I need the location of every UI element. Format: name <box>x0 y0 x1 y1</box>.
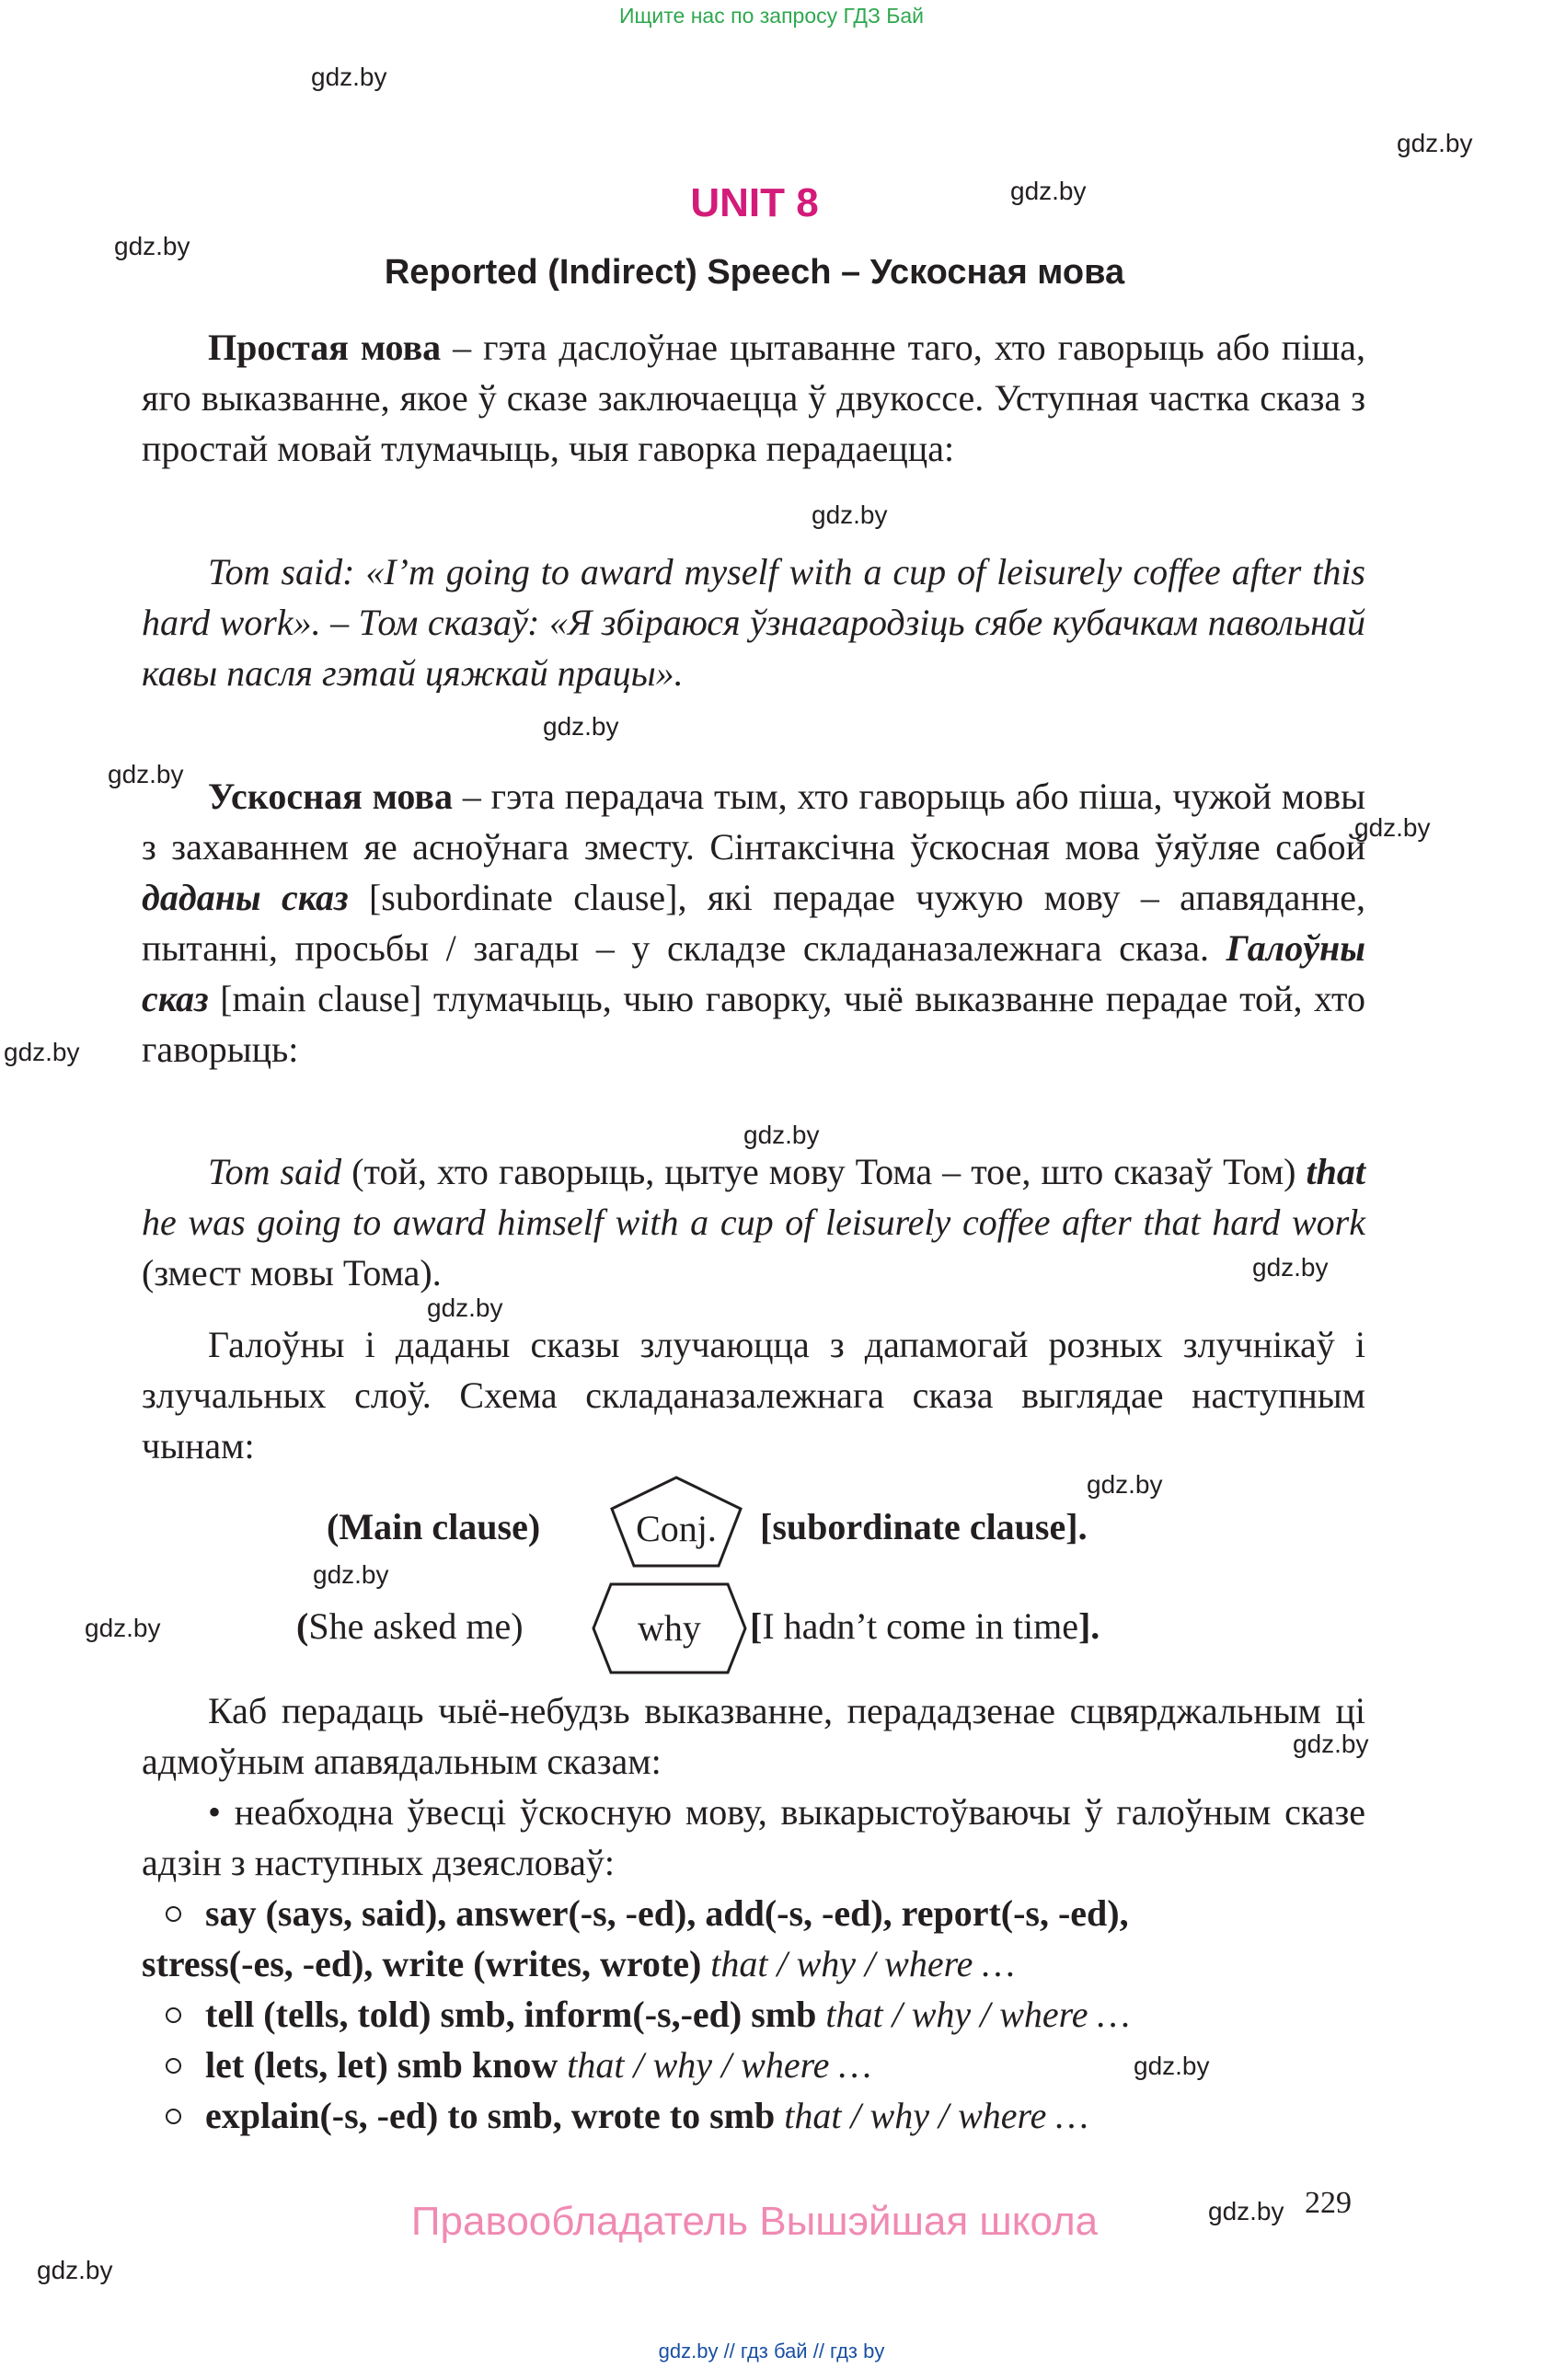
term-main-clause: Галоўны сказ <box>142 927 1365 1019</box>
term-indirect-speech: Ускосная мова <box>208 776 453 817</box>
page-number: 229 <box>1305 2186 1352 2220</box>
example-indirect-speech <box>142 1146 1365 1298</box>
diagram-subordinate-clause: [subordinate clause]. <box>760 1506 1088 1547</box>
watermark: gdz.by <box>1293 1730 1369 1758</box>
paragraph-text: Каб перадаць чыё-небудзь выказванне, перададзенае сцвярджальным ці адмоўным апавядальным сказам: <box>142 1690 1365 1782</box>
example-part: (змест мовы Тома). <box>142 1252 442 1293</box>
watermark: gdz.by <box>37 2256 113 2284</box>
example-direct-speech <box>142 546 1365 698</box>
list-item: explain(-s, -ed) to smb, wrote to smb that / why / where … <box>142 2090 1389 2141</box>
watermark: gdz.by <box>427 1293 503 1322</box>
watermark: gdz.by <box>743 1121 820 1149</box>
example-part: (той, хто гаворыць, цытуе мову Тома – тое, што сказаў Том) <box>341 1151 1307 1192</box>
watermark: gdz.by <box>1208 2197 1284 2225</box>
example-text: Tom said: «I’m going to award myself with a cup of leisurely coffee after this hard work». – Том сказаў: «Я збіраюся ўзнагародзіць сябе кубачкам павольнай кавы пасля гэтай цяжкай працы». <box>142 551 1365 694</box>
unit-title: UNIT 8 <box>690 180 819 225</box>
paragraph-text: [subordinate clause], які перадае чужую мову – апавяданне, пытанні, просьбы / загады – у складзе складаназалежнага сказа. <box>142 877 1365 969</box>
term-direct-speech: Простая мова <box>208 327 442 368</box>
diagram-example-main: (She asked me) <box>296 1605 524 1647</box>
paragraph-scheme-intro <box>142 1319 1365 1471</box>
watermark: gdz.by <box>85 1614 161 1642</box>
example-part: that <box>1306 1151 1365 1192</box>
conjunction-label: Conj. <box>636 1508 717 1549</box>
paragraph-text: – гэта даслоўнае цытаванне таго, хто гаворыць або піша, яго выказванне, якое ў сказе заключаецца ў двукоссе. Уступная частка сказа з простай мовай тлумачыць, чыя гаворка перадаецца: <box>142 327 1366 469</box>
watermark: gdz.by <box>114 232 190 260</box>
diagram-example-subordinate: [I hadn’t come in time]. <box>750 1605 1100 1647</box>
paragraph-text: • неабходна ўвесці ўскосную мову, выкарыстоўваючы ў галоўным сказе адзін з наступных дзеясловаў: <box>142 1791 1365 1883</box>
watermark: gdz.by <box>812 500 888 529</box>
watermark: gdz.by <box>543 712 619 741</box>
copyright-footer: Правообладатель Вышэйшая школа <box>410 2199 1099 2244</box>
watermark: gdz.by <box>1354 813 1431 842</box>
circle-bullet-icon <box>166 2007 181 2023</box>
paragraph-text: [main clause] тлумачыць, чыю гаворку, чыё выказванне перадае той, хто гаворыць: <box>142 978 1365 1070</box>
watermark: gdz.by <box>1397 129 1473 157</box>
watermark: gdz.by <box>1010 177 1087 205</box>
watermark: gdz.by <box>311 63 387 91</box>
paragraph-indirect-speech <box>142 771 1365 1075</box>
list-item: tell (tells, told) smb, inform(-s,-ed) smb that / why / where … <box>142 1989 1389 2040</box>
example-part: he was going to award himself with a cup of leisurely coffee after that hard work <box>142 1201 1365 1243</box>
top-banner: Ищите нас по запросу ГДЗ Бай <box>618 4 925 28</box>
watermark: gdz.by <box>4 1038 80 1066</box>
circle-bullet-icon <box>166 1906 181 1922</box>
watermark: gdz.by <box>108 760 184 788</box>
diagram-main-clause: (Main clause) <box>327 1506 541 1547</box>
watermark: gdz.by <box>1087 1470 1163 1499</box>
example-part: Tom said <box>208 1151 342 1192</box>
conjunction-example-label: why <box>638 1607 701 1649</box>
list-item: let (lets, let) smb know that / why / where … <box>142 2040 1389 2090</box>
list-item: say (says, said), answer(-s, -ed), add(-s, -ed), report(-s, -ed), stress(-es, -ed), write (writes, wrote) that / why / where … <box>142 1892 1129 1984</box>
paragraph-text: Галоўны і даданы сказы злучаюцца з дапамогай розных злучнікаў і злучальных слоў. Схема складаназалежнага сказа выглядае наступным чынам: <box>142 1324 1365 1466</box>
paragraph-text: – гэта перадача тым, хто гаворыць або піша, чужой мовы з захаваннем яе асноўнага зместу. Сінтаксічна ўскосная мова ўяўляе сабой <box>142 776 1366 868</box>
paragraph-reporting-intro <box>142 1685 1365 1787</box>
paragraph-direct-speech <box>142 322 1365 474</box>
circle-bullet-icon <box>166 2058 181 2074</box>
watermark: gdz.by <box>1134 2052 1210 2080</box>
circle-bullet-icon <box>166 2109 181 2124</box>
watermark: gdz.by <box>1252 1253 1329 1282</box>
bottom-links: gdz.by // гдз бай // гдз by <box>658 2340 885 2363</box>
paragraph-bullet <box>142 1787 1365 1888</box>
watermark: gdz.by <box>313 1560 389 1589</box>
term-subordinate-clause: даданы сказ <box>142 877 349 918</box>
section-subtitle: Reported (Indirect) Speech – Ускосная мова <box>384 253 1125 292</box>
